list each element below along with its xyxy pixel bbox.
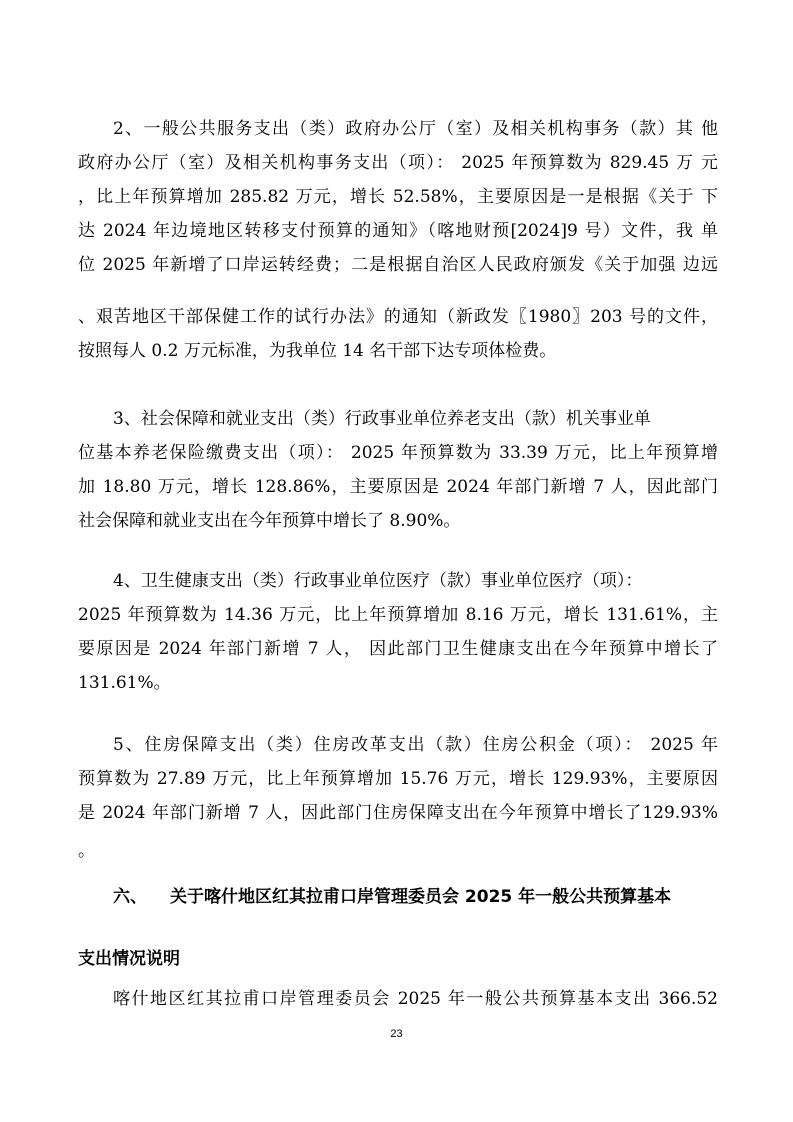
section-2-line-1: 2、一般公共服务支出（类）政府办公厅（室）及相关机构事务（款）其 他 <box>113 119 718 139</box>
section-4-line-4: 131.61%。 <box>78 673 171 693</box>
section-4-line-3: 要原因是 2024 年部门新增 7 人， 因此部门卫生健康支出在今年预算中增长了 <box>78 639 718 659</box>
section-5-line-2: 预算数为 27.89 万元，比上年预算增加 15.76 万元，增长 129.93%，主要原因 <box>78 769 718 789</box>
section-2-line-4: 达 2024 年边境地区转移支付预算的通知》（喀地财预[2024]9 号）文件，我 单 <box>78 221 718 241</box>
section-2-line-2: 政府办公厅（室）及相关机构事务支出（项）： 2025 年预算数为 829.45 万 元 <box>78 153 718 173</box>
section-2-line-6: 、艰苦地区干部保健工作的试行办法》的通知（新政发〖1980〗203 号的文件， <box>78 307 718 327</box>
section-4-line-1: 4、卫生健康支出（类）行政事业单位医疗（款）事业单位医疗（项）： <box>113 571 643 591</box>
section-2-line-5: 位 2025 年新增了口岸运转经费；二是根据自治区人民政府颁发《关于加强 边远 <box>78 255 718 275</box>
section-5-line-3: 是 2024 年部门新增 7 人，因此部门住房保障支出在今年预算中增长了129.93% <box>78 803 718 823</box>
closing-paragraph-line: 喀什地区红其拉甫口岸管理委员会 2025 年一般公共预算基本支出 366.52 <box>113 989 718 1009</box>
section-heading-number: 六、 <box>113 887 147 907</box>
section-3-line-4: 社会保障和就业支出在今年预算中增长了 8.90%。 <box>78 511 461 531</box>
section-heading-title-continued: 支出情况说明 <box>78 949 180 969</box>
section-3-line-3: 加 18.80 万元，增长 128.86%，主要原因是 2024 年部门新增 7 人，因此部门 <box>78 477 718 497</box>
section-heading-title: 关于喀什地区红其拉甫口岸管理委员会 2025 年一般公共预算基本 <box>170 887 672 907</box>
section-4-line-2: 2025 年预算数为 14.36 万元，比上年预算增加 8.16 万元，增长 131.61%，主 <box>78 605 718 625</box>
section-5-line-1: 5、住房保障支出（类）住房改革支出（款）住房公积金（项）： 2025 年 <box>113 735 718 755</box>
section-3-line-2: 位基本养老保险缴费支出（项）： 2025 年预算数为 33.39 万元，比上年预算增 <box>78 443 718 463</box>
section-3-line-1: 3、社会保障和就业支出（类）行政事业单位养老支出（款）机关事业单 <box>113 409 651 429</box>
section-2-line-7: 按照每人 0.2 万元标准，为我单位 14 名干部下达专项体检费。 <box>78 341 557 361</box>
page-number: 23 <box>390 1028 403 1040</box>
section-5-line-4: 。 <box>78 841 95 861</box>
section-2-line-3: ，比上年预算增加 285.82 万元，增长 52.58%，主要原因是一是根据《关于 下 <box>78 187 718 207</box>
